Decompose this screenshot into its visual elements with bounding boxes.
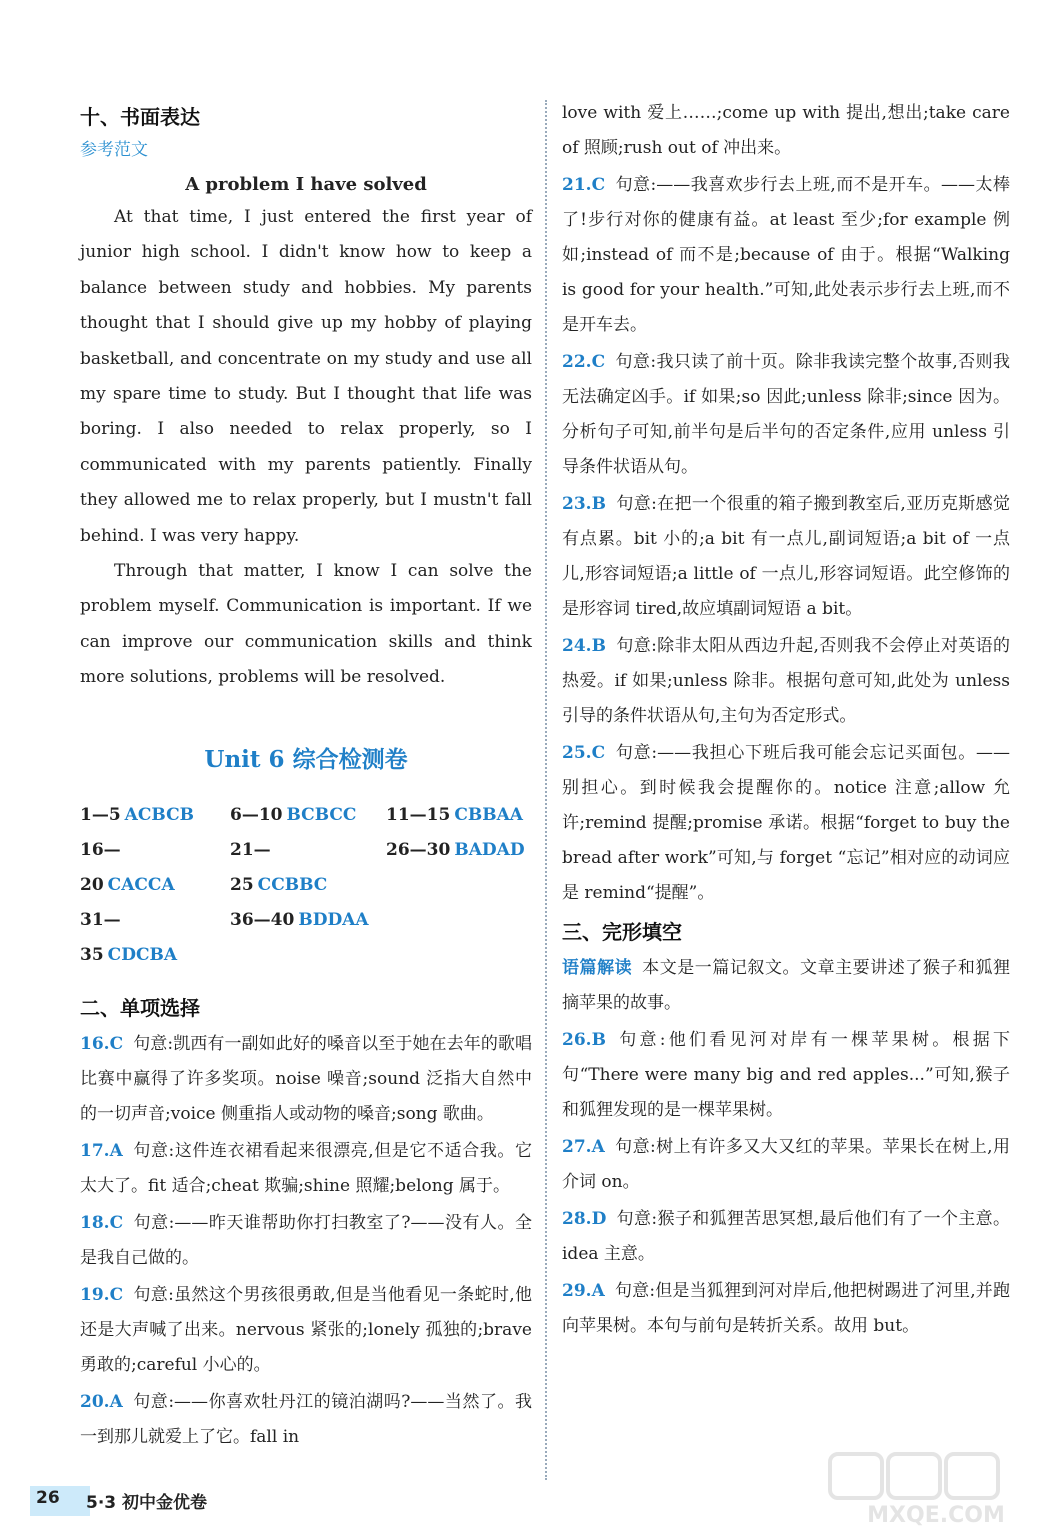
answer-group [230, 903, 369, 973]
question-item [562, 1274, 1010, 1344]
answer-group [230, 798, 366, 833]
question-number: 18.C [80, 1212, 124, 1233]
answer-range: 26—30 [386, 839, 451, 860]
answer-group [386, 798, 523, 833]
question-explanation: 句意:在把一个很重的箱子搬到教室后,亚历克斯感觉有点累。bit 小的;a bit 有一点儿,副词短语;a bit of 一点儿,形容词短语;a little of 一点儿,形容词短语。此空修饰的是形容词 tired,故应填副词短语 a bit。 [562, 494, 1010, 619]
continuation-text: love with 爱上……;come up with 提出,想出;take care of 照顾;rush out of 冲出来。 [562, 103, 1010, 158]
question-explanation: 句意:——我喜欢步行去上班,而不是开车。——太棒了!步行对你的健康有益。at least 至少;for example 例如;instead of 而不是;because of 由于。根据“Walking is good for your health.”可知,此处表示步行去上班,而不是开车去。 [562, 175, 1010, 335]
question-number: 25.C [562, 743, 606, 763]
column-divider [545, 100, 547, 1480]
question-explanation: 句意:猴子和狐狸苦思冥想,最后他们有了一个主意。idea 主意。 [562, 1209, 1010, 1264]
answer-range: 21—25 [230, 839, 271, 895]
passage-analysis-tag: 语篇解读 [562, 958, 633, 978]
page-number: 26 [36, 1488, 60, 1508]
question-explanation: 句意:我只读了前十页。除非我读完整个故事,否则我无法确定凶手。if 如果;so 因此;unless 除非;since 因为。分析句子可知,前半句是后半句的否定条件,应用 unless 引导条件状语从句。 [562, 352, 1010, 477]
answer-range: 6—10 [230, 804, 283, 825]
question-number: 28.D [562, 1209, 607, 1229]
question-item [80, 1134, 532, 1204]
question-number: 17.A [80, 1140, 123, 1161]
section-10-title: 十、书面表达 [80, 105, 200, 129]
reference-label: 参考范文 [80, 140, 148, 160]
question-number: 16.C [80, 1033, 124, 1054]
essay-paragraph-2: Through that matter, I know I can solve the problem myself. Communication is important. If we can improve our communication skills and think more solutions, problems will be resolved. [80, 561, 532, 688]
question-item [562, 1130, 1010, 1200]
question-item [562, 1023, 1010, 1128]
question-explanation: 句意:但是当狐狸到河对岸后,他把树踢进了河里,并跑向苹果树。本句与前句是转折关系。故用 but。 [562, 1281, 1010, 1336]
answer-range: 11—15 [386, 804, 451, 825]
answer-keys: BCBCC [286, 804, 357, 825]
question-explanation: 句意:他们看见河对岸有一棵苹果树。根据下句“There were many big and red apples...”可知,猴子和狐狸发现的是一棵苹果树。 [562, 1030, 1010, 1120]
answer-range: 36—40 [230, 909, 295, 930]
question-item [80, 1385, 532, 1455]
question-number: 29.A [562, 1281, 605, 1301]
question-item [562, 345, 1010, 485]
watermark-shape [888, 1454, 940, 1498]
question-number: 26.B [562, 1030, 606, 1050]
question-number: 24.B [562, 636, 606, 656]
unit-title: Unit 6 综合检测卷 [204, 745, 408, 773]
answer-keys: CACCA [107, 874, 175, 895]
question-number: 19.C [80, 1284, 124, 1305]
answer-range: 31—35 [80, 909, 121, 965]
answer-keys: BDDAA [298, 909, 369, 930]
question-explanation: 句意:凯西有一副如此好的嗓音以至于她在去年的歌唱比赛中赢得了许多奖项。noise 噪音;sound 泛指大自然中的一切声音;voice 侧重指人或动物的嗓音;song 歌曲。 [80, 1033, 532, 1124]
watermark-logo [826, 1448, 1046, 1528]
question-item [562, 629, 1010, 734]
question-explanation: 句意:——我担心下班后我可能会忘记买面包。——别担心。到时候我会提醒你的。notice 注意;allow 允许;remind 提醒;promise 承诺。根据“forget to buy the bread after work”可知,与 forget “忘记”相对应的动词应是 remind“提醒”。 [562, 743, 1010, 903]
question-explanation: 句意:——昨天谁帮助你打扫教室了?——没有人。全是我自己做的。 [80, 1212, 532, 1268]
answer-group [386, 833, 525, 903]
answer-keys: BADAD [454, 839, 525, 860]
question-number: 22.C [562, 352, 606, 372]
answer-keys: CDCBA [107, 944, 178, 965]
question-explanation: 句意:这件连衣裙看起来很漂亮,但是它不适合我。它太大了。fit 适合;cheat 欺骗;shine 照耀;belong 属于。 [80, 1140, 532, 1196]
question-item [80, 1027, 532, 1132]
question-item [80, 1206, 532, 1276]
answer-row [80, 833, 532, 903]
essay-title: A problem I have solved [185, 174, 427, 195]
answer-range: 1—5 [80, 804, 121, 825]
watermark-shape [946, 1454, 998, 1498]
passage-analysis-text: 本文是一篇记叙文。文章主要讲述了猴子和狐狸摘苹果的故事。 [562, 958, 1011, 1013]
answer-keys: CCBBC [257, 874, 328, 895]
answer-row [80, 798, 532, 833]
question-item [80, 1278, 532, 1383]
question-item [562, 1202, 1010, 1272]
passage-analysis [562, 951, 1010, 1021]
answer-row [80, 903, 532, 973]
question-item [562, 736, 1010, 911]
section-2-title: 二、单项选择 [80, 995, 200, 1020]
question-explanation: 句意:除非太阳从西边升起,否则我不会停止对英语的热爱。if 如果;unless 除非。根据句意可知,此处为 unless 引导的条件状语从句,主句为否定形式。 [562, 636, 1010, 726]
answer-keys: CBBAA [454, 804, 523, 825]
book-brand: 5·3 初中金优卷 [86, 1493, 208, 1513]
question-explanation: 句意:——你喜欢牡丹江的镜泊湖吗?——当然了。我一到那儿就爱上了它。fall in [80, 1391, 532, 1447]
answer-group [230, 833, 366, 903]
question-number: 23.B [562, 494, 606, 514]
watermark-text: MXQE.COM [867, 1503, 1005, 1528]
answer-group [80, 798, 210, 833]
question-item [562, 487, 1010, 627]
essay-paragraph-1: At that time, I just entered the first year of junior high school. I didn't know how to keep a balance between study and hobbies. My parents thought that I should give up my hobby of playing basketball, and concentrate on my study and use all my spare time to study. But I thought that life was boring. I also needed to relax properly, so I communicated with my parents patiently. Finally they allowed me to relax properly, but I mustn't fall behind. I was very happy. [80, 207, 532, 546]
watermark-shape [830, 1454, 882, 1498]
answer-range: 16—20 [80, 839, 121, 895]
question-number: 20.A [80, 1391, 123, 1412]
section-3-title: 三、完形填空 [562, 920, 682, 944]
question-number: 21.C [562, 175, 606, 195]
question-number: 27.A [562, 1137, 605, 1157]
answer-key [80, 798, 532, 973]
answer-group [80, 833, 210, 903]
answer-group [80, 903, 210, 973]
right-column [562, 96, 1010, 1346]
question-explanation: 句意:树上有许多又大又红的苹果。苹果长在树上,用介词 on。 [562, 1137, 1010, 1192]
answer-keys: ACBCB [124, 804, 194, 825]
left-column [80, 96, 532, 1457]
question-explanation: 句意:虽然这个男孩很勇敢,但是当他看见一条蛇时,他还是大声喊了出来。nervous 紧张的;lonely 孤独的;brave 勇敢的;careful 小心的。 [80, 1284, 532, 1375]
question-item [562, 168, 1010, 343]
